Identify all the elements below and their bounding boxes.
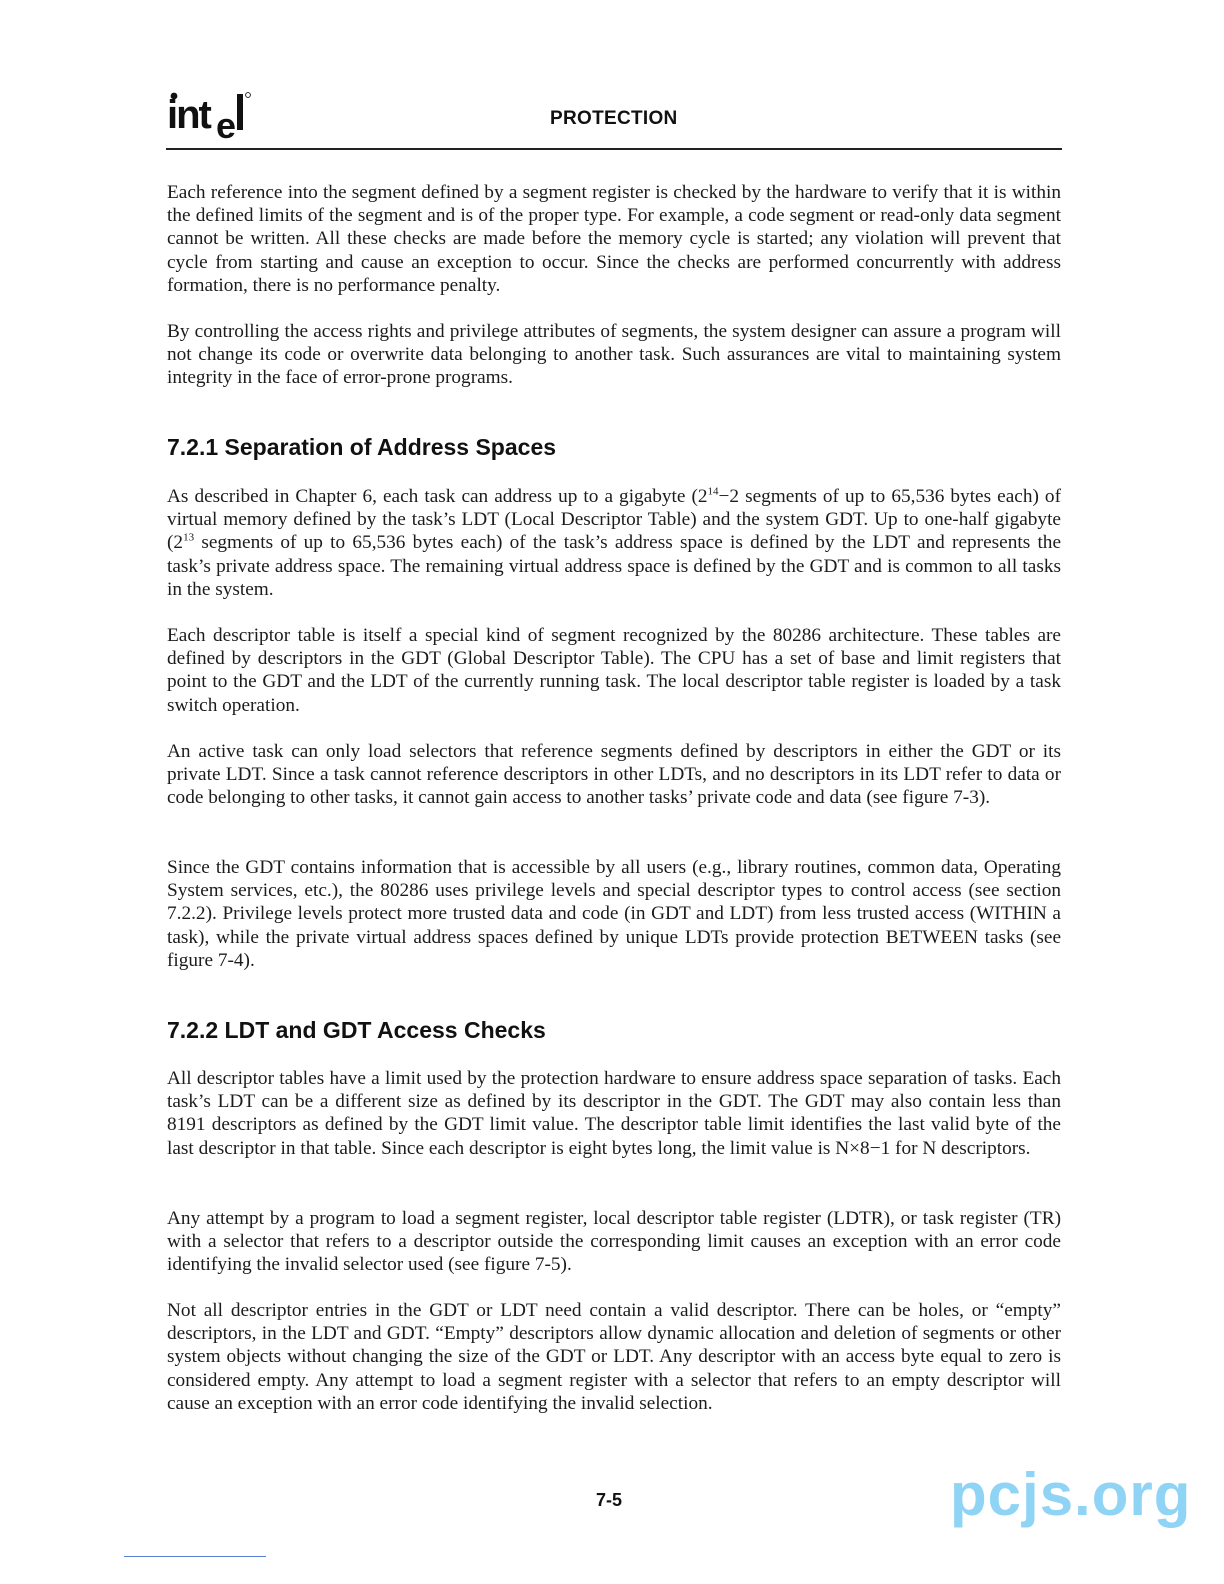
paragraph-descriptor-table: Each descriptor table is itself a special kind of segment recognized by the 80286 architecture. These tables are defined by descriptors in the GDT (Global Descriptor Table). The CPU has a set of base and limit registers that point to the GDT and the LDT of the currently running task. The local descriptor table register is loaded by a task switch operation.: [167, 625, 1061, 716]
svg-text:e: e: [216, 105, 237, 146]
text-segment: −2 segments of up to 65,536 bytes each) of virtual memory defined by the task’s LDT (Local Descriptor Table) and the system GDT. Up to one-half gigabyte (2: [167, 486, 1061, 554]
intel-logo: [166, 86, 256, 150]
page-number: 7-5: [596, 1490, 623, 1510]
paragraph-access-rights: By controlling the access rights and privilege attributes of segments, the system designer can assure a program will not change its code or overwrite data belonging to another task. Such assurances are vital to maintaining system integrity in the face of error-prone programs.: [167, 321, 1061, 389]
section-heading-7-2-2: 7.2.2 LDT and GDT Access Checks: [167, 1017, 546, 1043]
section-heading-7-2-1: 7.2.1 Separation of Address Spaces: [167, 434, 557, 460]
paragraph-checks: Each reference into the segment defined by a segment register is checked by the hardware to verify that it is within the defined limits of the segment and is of the proper type. For example, a code segment or read-only data segment cannot be written. All these checks are made before the memory cycle is started; any violation will prevent that cycle from starting and cause an exception to occur. Since the checks are performed concurrently with address formation, there is no performance penalty.: [167, 182, 1061, 296]
paragraph-address-spaces: [167, 485, 1061, 601]
paragraph-descriptor-limits: All descriptor tables have a limit used by the protection hardware to ensure address space separation of tasks. Each task’s LDT can be a different size as defined by its descriptor in the GDT. The GDT may also contain less than 8191 descriptors as defined by the GDT limit value. The descriptor table limit identifies the last valid byte of the last descriptor in that table. Since each descriptor is eight bytes long, the limit value is N×8−1 for N descriptors.: [167, 1068, 1061, 1159]
paragraph-active-task: An active task can only load selectors that reference segments defined by descriptors in either the GDT or its private LDT. Since a task cannot reference descriptors in other LDTs, and no descriptors in its LDT refer to data or code belonging to other tasks, it cannot gain access to another tasks’ private code and data (see figure 7-3).: [167, 741, 1061, 809]
paragraph-empty-descriptors: Not all descriptor entries in the GDT or LDT need contain a valid descriptor. There can be holes, or “empty” descriptors, in the LDT and GDT. “Empty” descriptors allow dynamic allocation and deletion of segments or other system objects without changing the size of the GDT or LDT. Any descriptor with an access byte equal to zero is considered empty. Any attempt to load a segment register with a selector that refers to an empty descriptor will cause an exception with an error code identifying the invalid selection.: [167, 1300, 1061, 1414]
svg-text:int: int: [167, 93, 210, 137]
superscript-13: 13: [183, 531, 195, 544]
text-segment: As described in Chapter 6, each task can address up to a gigabyte (2: [167, 486, 708, 507]
superscript-14: 14: [707, 485, 719, 498]
paragraph-load-attempt: Any attempt by a program to load a segment register, local descriptor table register (LDTR), or task register (TR) with a selector that refers to a descriptor outside the corresponding limit causes an exception with an error code identifying the invalid selector used (see figure 7-5).: [167, 1208, 1061, 1276]
page-header: [166, 86, 1062, 152]
page-title: PROTECTION: [550, 108, 678, 129]
footer-rule: [124, 1556, 266, 1557]
text-segment: segments of up to 65,536 bytes each) of the task’s address space is defined by the LDT and represents the task’s private address space. The remaining virtual address space is defined by the GDT and is common to all tasks in the system.: [167, 532, 1061, 600]
paragraph-gdt-info: Since the GDT contains information that is accessible by all users (e.g., library routines, common data, Operating System services, etc.), the 80286 uses privilege levels and special descriptor types to control access (see section 7.2.2). Privilege levels protect more trusted data and code (in GDT and LDT) from less trusted access (WITHIN a task), while the private virtual address spaces defined by unique LDTs provide protection BETWEEN tasks (see figure 7-4).: [167, 857, 1061, 971]
header-rule: [166, 148, 1062, 150]
pcjs-watermark: pcjs.org: [950, 1461, 1192, 1528]
